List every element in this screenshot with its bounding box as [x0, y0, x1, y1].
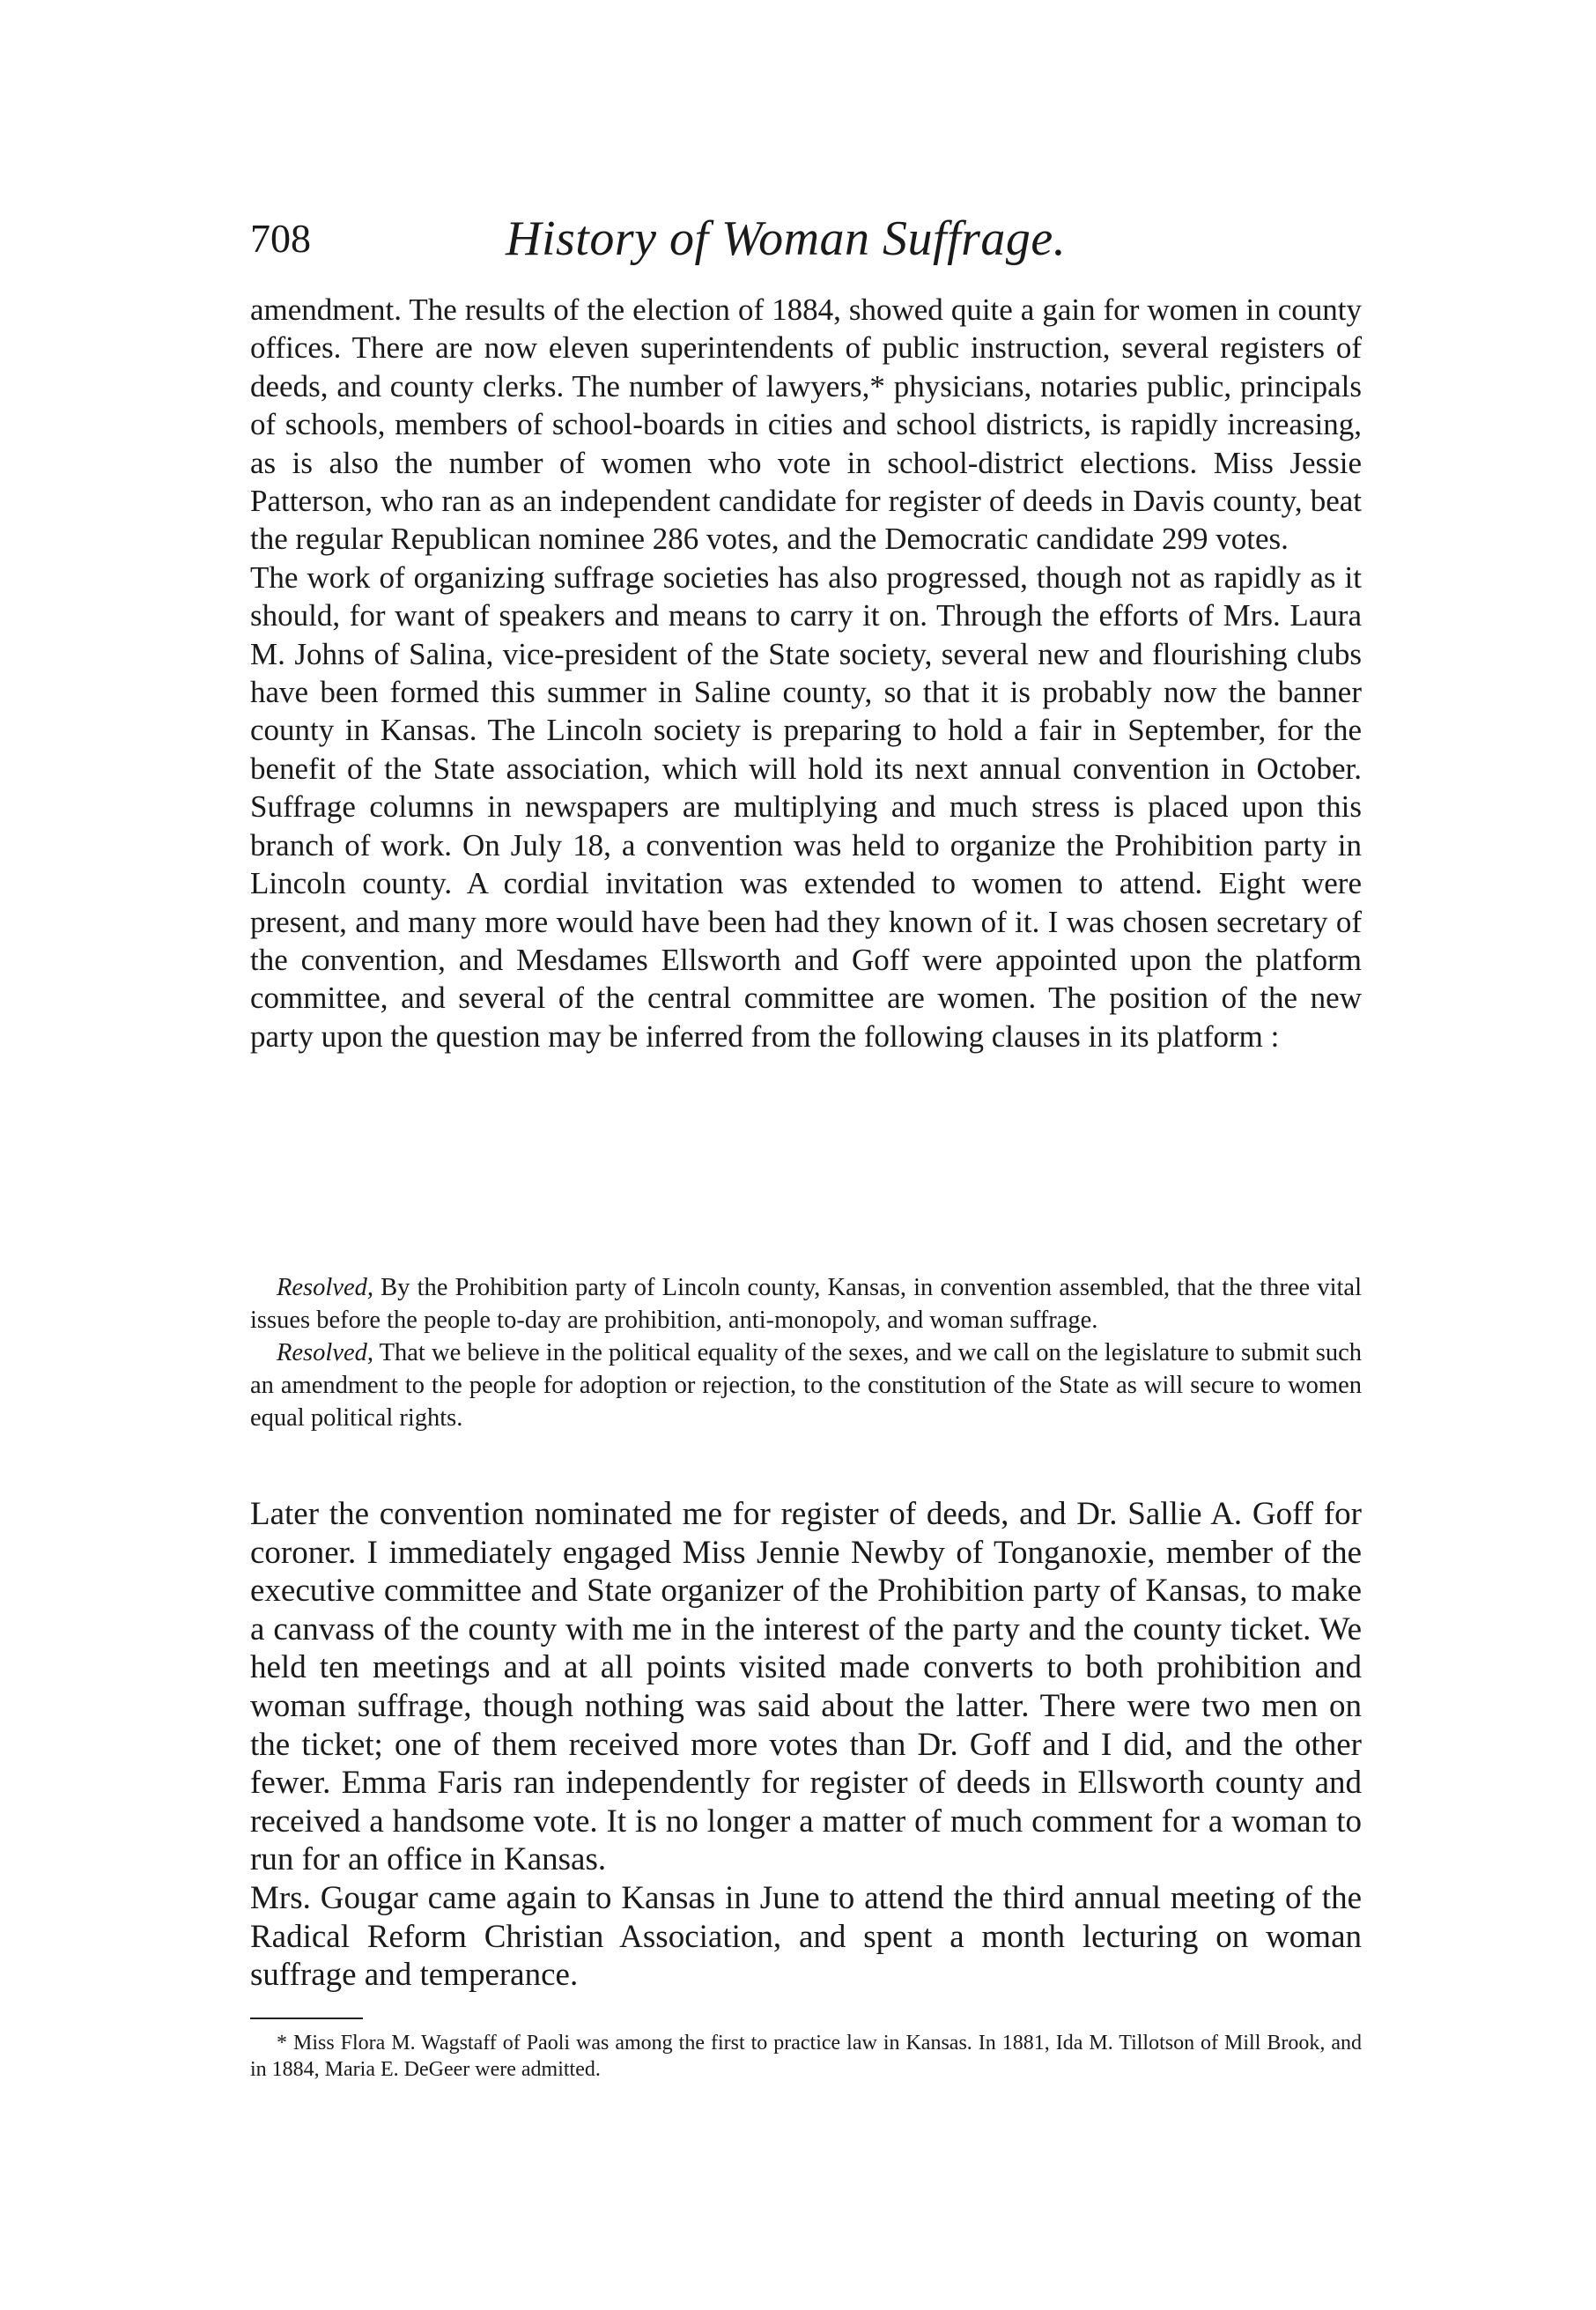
paragraph-suffrage-societies: The work of organizing suffrage societies has also progressed, though not as rapidly as it should, for want of speakers and means to carry it on. Through the efforts of Mrs. Laura M. Johns of Salina, vice-president of the State society, several new and flourishing clubs have been formed this summer in Saline county, so that it is probably now the banner county in Kansas. The Lincoln society is preparing to hold a fair in September, for the benefit of the State association, which will hold its next annual convention in October. Suffrage columns in newspapers are multiplying and much stress is placed upon this branch of work. On July 18, a convention was held to organize the Prohibition party in Lincoln county. A cordial invitation was extended to women to attend. Eight were present, and many more would have been had they known of it. I was chosen secretary of the convention, and Mesdames Ellsworth and Goff were appointed upon the platform committee, and several of the central committee are women. The position of the new party upon the question may be inferred from the following clauses in its platform : — [250, 559, 1362, 1054]
page-number: 708 — [250, 216, 311, 261]
paragraph-gougar: Mrs. Gougar came again to Kansas in June to attend the third annual meeting of the Radical Reform Christian Association, and spent a month lecturing on woman suffrage and temperance. — [250, 1879, 1362, 1994]
footnote-divider — [250, 2018, 363, 2019]
resolution-lead: Resolved, — [277, 1274, 373, 1301]
platform-resolutions — [250, 1271, 1362, 1434]
main-text-continued — [250, 1495, 1362, 1995]
paragraph-election-results: amendment. The results of the election of 1884, showed quite a gain for women in county offices. There are now eleven superintendents of public instruction, several registers of deeds, and county clerks. The number of lawyers,* physicians, notaries public, principals of schools, members of school-boards in cities and school districts, is rapidly increasing, as is also the number of women who vote in school-district elections. Miss Jessie Patterson, who ran as an independent candidate for register of deeds in Davis county, beat the regular Republican nominee 286 votes, and the Democratic candidate 299 votes. — [250, 292, 1362, 557]
resolution-item — [250, 1271, 1362, 1336]
resolution-text: That we believe in the political equality of the sexes, and we call on the legislature to submit such an amendment to the people for adoption or rejection, to the constitution of the State as will secure to women equal political rights. — [250, 1339, 1362, 1432]
main-text — [250, 291, 1362, 1055]
footnote: * Miss Flora M. Wagstaff of Paoli was among the first to practice law in Kansas. In 1881, Ida M. Tillotson of Mill Brook, and in 1884, Maria E. DeGeer were admitted. — [250, 2032, 1362, 2081]
running-head — [250, 208, 1360, 270]
running-title: History of Woman Suffrage. — [506, 211, 1067, 266]
paragraph-nomination: Later the convention nominated me for register of deeds, and Dr. Sallie A. Goff for coroner. I immediately engaged Miss Jennie Newby of Tonganoxie, member of the executive committee and State organizer of the Prohibition party of Kansas, to make a canvass of the county with me in the interest of the party and the county ticket. We held ten meetings and at all points visited made converts to both prohibition and woman suffrage, though nothing was said about the latter. There were two men on the ticket; one of them received more votes than Dr. Goff and I did, and the other fewer. Emma Faris ran independently for register of deeds in Ellsworth county and received a handsome vote. It is no longer a matter of much comment for a woman to run for an office in Kansas. — [250, 1496, 1362, 1878]
resolution-lead: Resolved, — [277, 1339, 373, 1366]
resolution-text: By the Prohibition party of Lincoln county, Kansas, in convention assembled, that the three vital issues before the people to-day are prohibition, anti-monopoly, and woman suffrage. — [250, 1274, 1362, 1334]
resolution-item — [250, 1336, 1362, 1434]
